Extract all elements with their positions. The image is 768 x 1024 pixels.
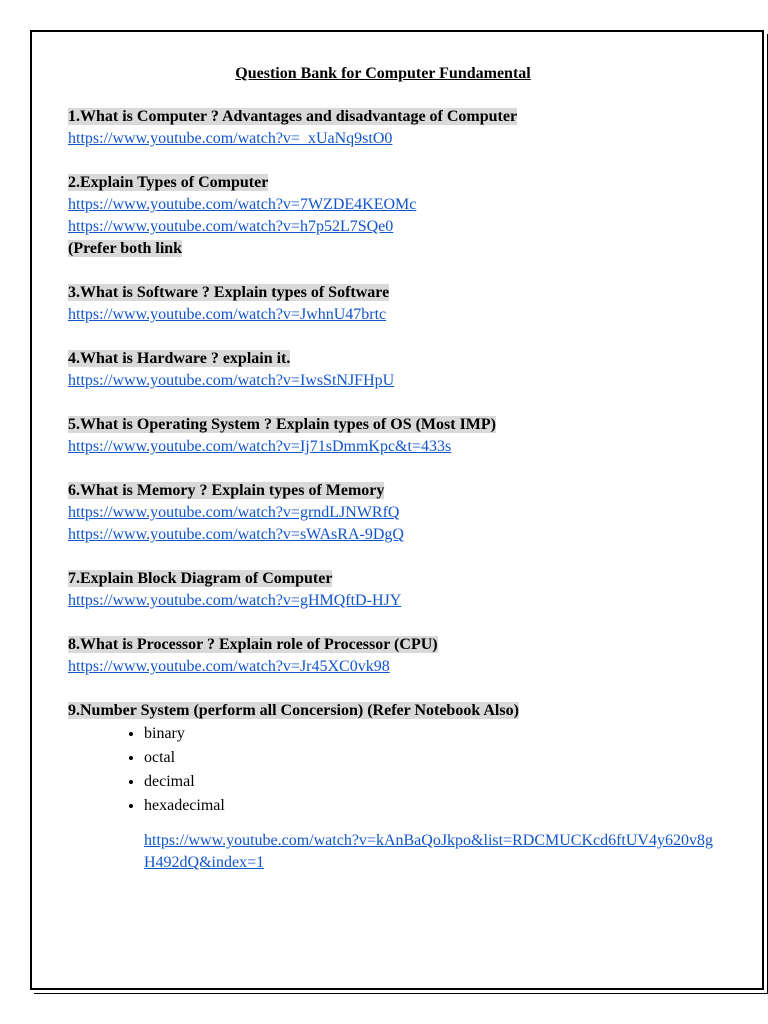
question-8-title: 8.What is Processor ? Explain role of Processor (CPU) <box>68 636 438 653</box>
question-3-link-1[interactable]: https://www.youtube.com/watch?v=JwhnU47brtc <box>68 306 387 323</box>
question-7-link-1[interactable]: https://www.youtube.com/watch?v=gHMQftD-HJY <box>68 592 402 609</box>
question-5-link-1[interactable]: https://www.youtube.com/watch?v=Ij71sDmmKpc&t=433s <box>68 438 452 455</box>
question-8 <box>68 634 728 678</box>
question-1-title: 1.What is Computer ? Advantages and disadvantage of Computer <box>68 108 518 125</box>
list-item: • binary <box>144 722 728 746</box>
question-2-link-1[interactable]: https://www.youtube.com/watch?v=7WZDE4KEOMc <box>68 196 417 213</box>
question-5 <box>68 414 728 458</box>
list-item: • hexadecimal <box>144 794 728 818</box>
number-system-list <box>68 722 728 818</box>
question-1-link-1[interactable]: https://www.youtube.com/watch?v=_xUaNq9stO0 <box>68 130 393 147</box>
question-4-title: 4.What is Hardware ? explain it. <box>68 350 291 367</box>
question-7 <box>68 568 728 612</box>
question-5-title: 5.What is Operating System ? Explain types of OS (Most IMP) <box>68 416 496 433</box>
document-body <box>68 64 728 896</box>
question-4-link-1[interactable]: https://www.youtube.com/watch?v=IwsStNJFHpU <box>68 372 395 389</box>
question-6-link-2[interactable]: https://www.youtube.com/watch?v=sWAsRA-9DgQ <box>68 526 404 543</box>
question-3-title: 3.What is Software ? Explain types of Software <box>68 284 390 301</box>
question-9-title: 9.Number System (perform all Concersion) (Refer Notebook Also) <box>68 702 519 719</box>
question-3 <box>68 282 728 326</box>
question-2-note: (Prefer both link <box>68 240 183 257</box>
question-6-title: 6.What is Memory ? Explain types of Memory <box>68 482 385 499</box>
question-6-link-1[interactable]: https://www.youtube.com/watch?v=grndLJNWRfQ <box>68 504 400 521</box>
question-2 <box>68 172 728 260</box>
page-title: Question Bank for Computer Fundamental <box>235 65 531 82</box>
question-2-link-2[interactable]: https://www.youtube.com/watch?v=h7p52L7SQe0 <box>68 218 394 235</box>
question-8-link-1[interactable]: https://www.youtube.com/watch?v=Jr45XC0vk98 <box>68 658 390 675</box>
list-item: • decimal <box>144 770 728 794</box>
question-9 <box>68 700 728 874</box>
question-2-title: 2.Explain Types of Computer <box>68 174 269 191</box>
question-9-link[interactable]: https://www.youtube.com/watch?v=kAnBaQoJkpo&list=RDCMUCKcd6ftUV4y620v8gH492dQ&index=1 <box>144 832 713 871</box>
question-6 <box>68 480 728 546</box>
question-4 <box>68 348 728 392</box>
list-item: • octal <box>144 746 728 770</box>
question-1 <box>68 106 728 150</box>
question-7-title: 7.Explain Block Diagram of Computer <box>68 570 333 587</box>
